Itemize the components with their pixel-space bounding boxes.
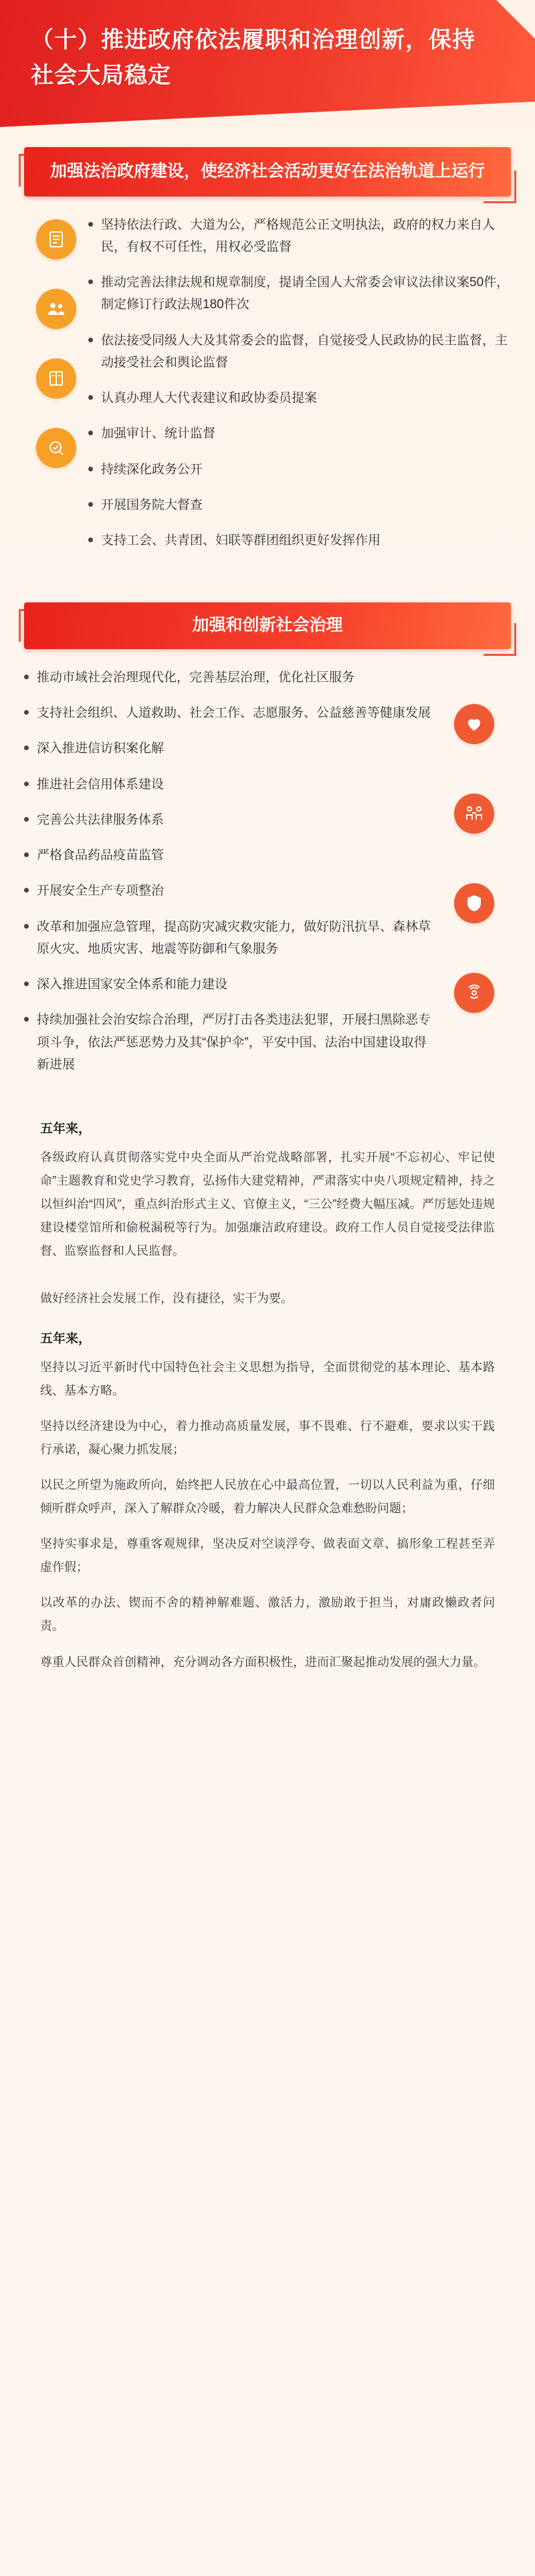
list-item <box>24 916 437 961</box>
bullet-dot-icon <box>24 710 29 715</box>
list-item-text: 改革和加强应急管理，提高防灾减灾救灾能力，做好防汛抗旱、森林草原火灾、地质灾害、地震等防御和气象服务 <box>37 919 431 956</box>
list-item-text: 加强审计、统计监督 <box>101 427 216 441</box>
corner-fold-decoration <box>496 0 535 39</box>
list-item <box>24 667 437 689</box>
list-item-text: 完善公共法律服务体系 <box>37 812 165 827</box>
list-item-text: 持续加强社会治安综合治理，严厉打击各类违法犯罪，开展扫黑除恶专项斗争，依法严惩恶势力及其“保护伞”，平安中国、法治中国建设取得新进展 <box>37 1013 431 1072</box>
section1-bullet-list <box>88 214 511 566</box>
list-item-text: 坚持依法行政、大道为公，严格规范公正文明执法，政府的权力来自人民，有权不可任性，用权必受监督 <box>101 217 496 254</box>
list-item-text: 推动完善法律法规和规章制度，提请全国人大常委会审议法律议案50件，制定修订行政法规180件次 <box>101 275 510 312</box>
bullet-dot-icon <box>88 338 93 342</box>
body-paragraph-3: 坚持以习近平新时代中国特色社会主义思想为指导，全面贯彻党的基本理论、基本路线、基本方略。 <box>40 1360 495 1397</box>
bullet-dot-icon <box>24 675 29 679</box>
list-item <box>88 387 511 409</box>
list-item-text: 持续深化政务公开 <box>101 462 203 477</box>
list-item <box>88 459 511 481</box>
section-law-based-government <box>24 147 511 565</box>
list-item-text: 支持社会组织、人道救助、社会工作、志愿服务、公益慈善等健康发展 <box>37 706 431 720</box>
list-item-text: 开展国务院大督查 <box>101 497 203 512</box>
shield-icon <box>454 883 494 923</box>
body-lead-2: 五年来， <box>40 1331 92 1346</box>
list-item <box>88 330 511 374</box>
bullet-dot-icon <box>88 538 93 542</box>
list-item-text: 严格食品药品疫苗监管 <box>37 848 165 862</box>
list-item-text: 推动市域社会治理现代化，完善基层治理，优化社区服务 <box>37 670 355 685</box>
bullet-dot-icon <box>24 817 29 822</box>
list-item <box>24 844 437 866</box>
bullet-dot-icon <box>88 222 93 227</box>
list-item <box>24 880 437 902</box>
body-paragraph-8: 尊重人民群众首创精神，充分调动各方面积极性，进而汇聚起推动发展的强大力量。 <box>40 1655 486 1669</box>
list-item <box>88 214 511 259</box>
body-paragraph-6: 坚持实事求是，尊重客观规律，坚决反对空谈浮夸、做表面文章、搞形象工程甚至弄虚作假； <box>40 1537 495 1574</box>
body-lead-1: 五年来， <box>40 1122 92 1136</box>
list-item-text: 推进社会信用体系建设 <box>37 777 165 792</box>
list-item <box>88 423 511 445</box>
list-item-text: 深入推进信访积案化解 <box>37 741 165 756</box>
section1-icon-rail <box>24 214 88 566</box>
list-item <box>88 271 511 316</box>
bullet-dot-icon <box>88 431 93 435</box>
body-paragraph-1: 各级政府认真贯彻落实党中央全面从严治党战略部署，扎实开展“不忘初心、牢记使命”主题教育和党史学习教育，弘扬伟大建党精神，严肃落实中央八项规定精神，持之以恒纠治“四风”，重点纠治形式主义、官僚主义，“三公”经费大幅压减。严厉惩处违规建设楼堂馆所和偷税漏税等行为。加强廉洁政府建设。政府工作人员自觉接受法律监督、监察监督和人民监督。 <box>40 1151 495 1258</box>
audit-check-icon <box>36 428 76 468</box>
scroll-document-icon <box>36 219 76 259</box>
section1-content <box>24 214 511 566</box>
list-item-text: 支持工会、共青团、妇联等群团组织更好发挥作用 <box>101 534 381 548</box>
bullet-dot-icon <box>88 279 93 284</box>
book-proposal-icon <box>36 358 76 398</box>
list-item <box>88 494 511 516</box>
section2-bullet-list <box>24 667 437 1089</box>
list-item <box>24 774 437 796</box>
fingerprint-touch-icon <box>454 973 494 1013</box>
section2-content <box>24 667 511 1089</box>
list-item <box>24 737 437 759</box>
section2-title: 加强和创新社会治理 <box>24 602 511 649</box>
bullet-dot-icon <box>24 852 29 857</box>
list-item-text: 开展安全生产专项整治 <box>37 884 165 899</box>
page-header-banner <box>0 0 535 127</box>
paragraph-spacer <box>40 1275 495 1287</box>
bullet-dot-icon <box>88 395 93 400</box>
bullet-dot-icon <box>24 888 29 893</box>
page-title: （十）推进政府依法履职和治理创新，保持社会大局稳定 <box>31 27 475 88</box>
body-text-block <box>40 1119 495 1713</box>
bullet-dot-icon <box>24 1017 29 1022</box>
list-item-text: 依法接受同级人大及其常委会的监督，自觉接受人民政协的民主监督，主动接受社会和舆论监督 <box>101 333 508 370</box>
body-paragraph-5: 以民之所望为施政所向，始终把人民放在心中最高位置，一切以人民利益为重，仔细倾听群众呼声，深入了解群众冷暖，着力解决人民群众急难愁盼问题； <box>40 1478 495 1516</box>
body-paragraph-7: 以改革的办法、锲而不舍的精神解难题、激活力，激励敢于担当，对庸政懒政者问责。 <box>40 1596 495 1633</box>
list-item <box>24 702 437 724</box>
list-item-text: 深入推进国家安全体系和能力建设 <box>37 977 228 991</box>
bullet-dot-icon <box>24 745 29 750</box>
list-item <box>24 973 437 996</box>
bullet-dot-icon <box>24 924 29 929</box>
list-item <box>88 530 511 552</box>
section-social-governance <box>24 602 511 1089</box>
bullet-dot-icon <box>24 981 29 986</box>
list-item <box>24 809 437 831</box>
section1-title-wrap <box>24 147 511 197</box>
bullet-dot-icon <box>88 467 93 471</box>
list-item <box>24 1009 437 1076</box>
banner-slant-decoration <box>0 102 535 127</box>
section1-title: 加强法治政府建设，使经济社会活动更好在法治轨道上运行 <box>24 147 511 197</box>
bullet-dot-icon <box>24 782 29 786</box>
body-paragraph-2: 做好经济社会发展工作，没有捷径，实干为要。 <box>40 1292 293 1306</box>
heart-icon <box>454 704 494 744</box>
bullet-dot-icon <box>88 502 93 507</box>
people-group-icon <box>36 289 76 329</box>
section2-title-wrap <box>24 602 511 649</box>
list-item-text: 认真办理人大代表建议和政协委员提案 <box>101 391 318 405</box>
community-service-icon <box>454 794 494 834</box>
body-paragraph-4: 坚持以经济建设为中心，着力推动高质量发展，事不畏难、行不避难，要求以实干践行承诺，凝心聚力抓发展； <box>40 1419 495 1456</box>
section2-icon-rail <box>437 667 511 1089</box>
